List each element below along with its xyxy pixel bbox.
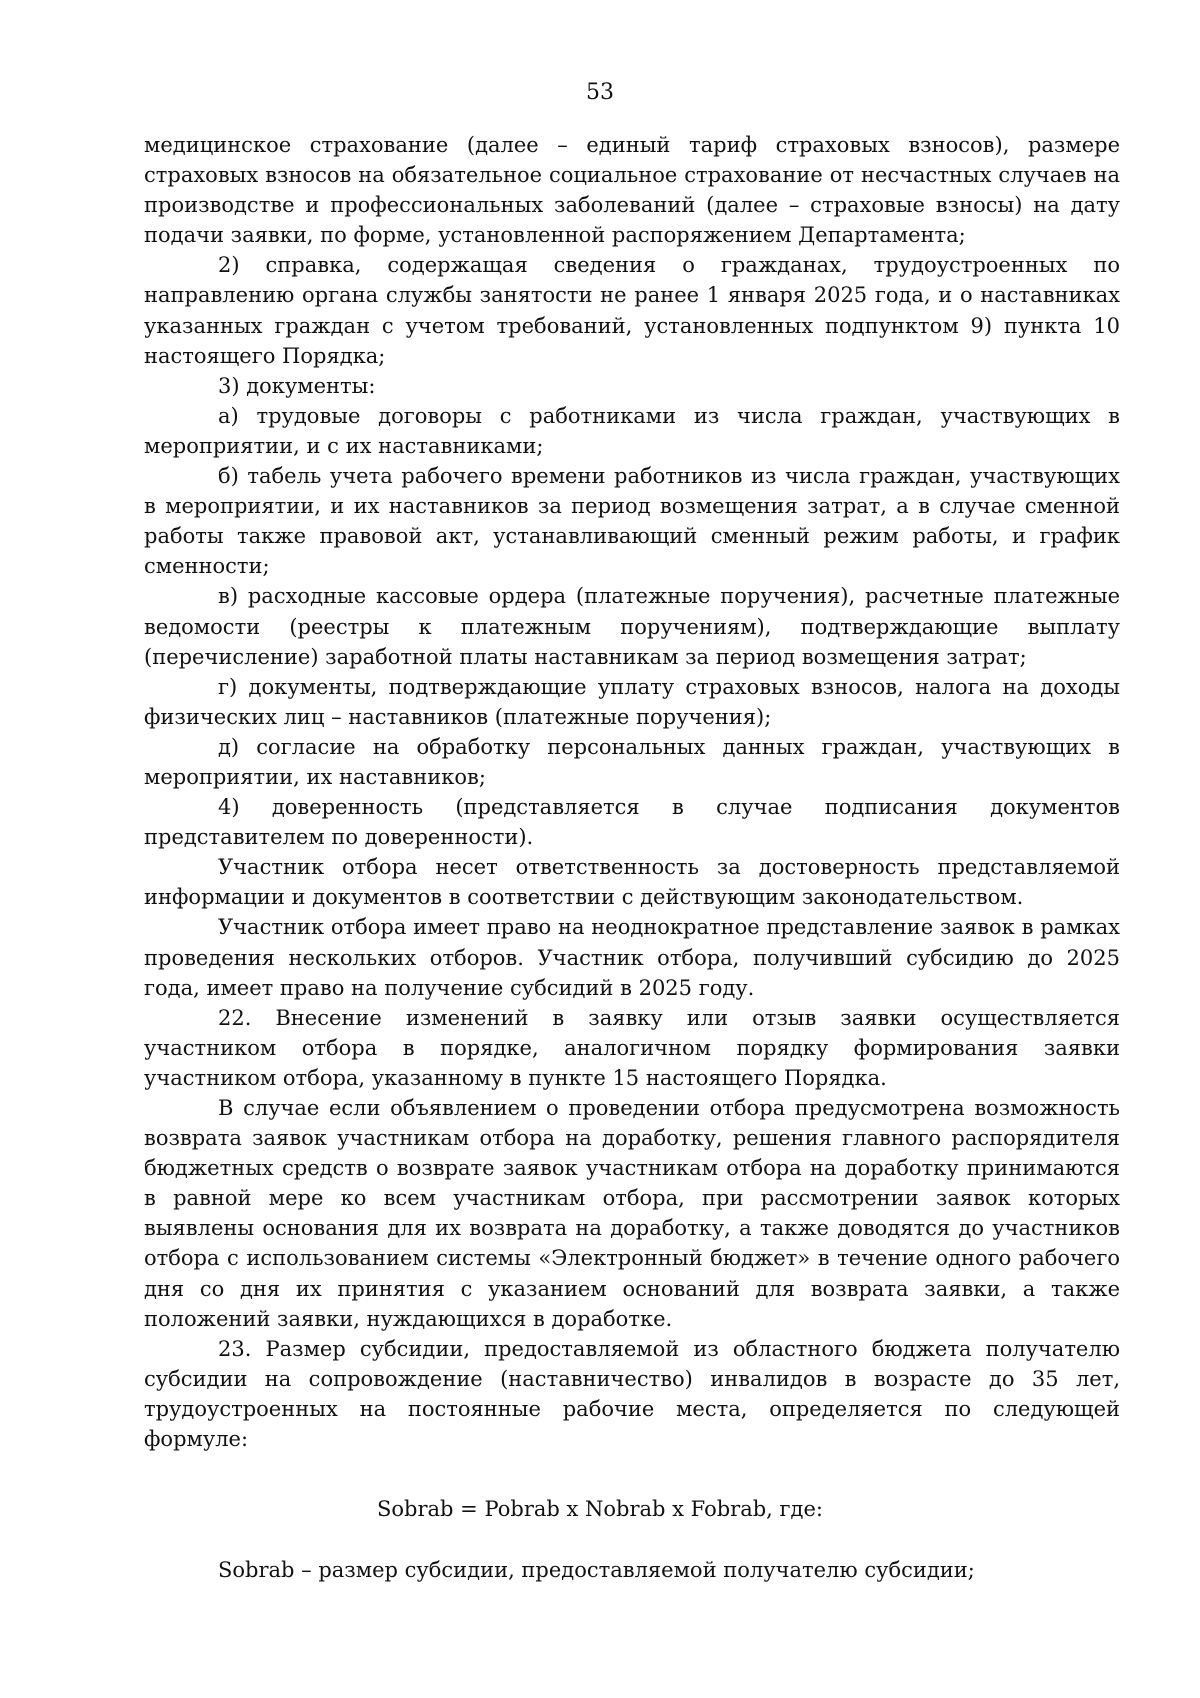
paragraph: 2) справка, содержащая сведения о гражданах, трудоустроенных по направлению органа службы занятости не ранее 1 января 2025 года, и о наставниках указанных граждан с учетом требований, установленных подпунктом 9) пункта 10 настоящего Порядка; — [144, 253, 1120, 368]
paragraph: б) табель учета рабочего времени работников из числа граждан, участвующих в мероприятии, и их наставников за период возмещения затрат, а в случае сменной работы также правовой акт, устанавливающий сменный режим работы, и график сменности; — [144, 464, 1120, 579]
paragraph: д) согласие на обработку персональных данных граждан, участвующих в мероприятии, их наставников; — [144, 734, 1120, 789]
body-text — [144, 130, 1120, 1454]
paragraph: 4) доверенность (представляется в случае подписания документов представителем по доверенности). — [144, 795, 1120, 850]
formula-legend-line: Sobrab – размер субсидии, предоставляемой получателю субсидии; — [218, 1558, 975, 1582]
paragraph: 22. Внесение изменений в заявку или отзыв заявки осуществляется участником отбора в порядке, аналогичном порядку формирования заявки участником отбора, указанному в пункте 15 настоящего Порядка. — [144, 1005, 1120, 1090]
paragraph: Участник отбора имеет право на неоднократное представление заявок в рамках проведения нескольких отборов. Участник отбора, получивший субсидию до 2025 года, имеет право на получение субсидий в 2025 году. — [144, 915, 1120, 1000]
paragraph: г) документы, подтверждающие уплату страховых взносов, налога на доходы физических лиц – наставников (платежные поручения); — [144, 674, 1120, 729]
paragraph: медицинское страхование (далее – единый тариф страховых взносов), размере страховых взносов на обязательное социальное страхование от несчастных случаев на производстве и профессиональных заболеваний (далее – страховые взносы) на дату подачи заявки, по форме, установленной распоряжением Департамента; — [144, 133, 1120, 248]
page-number: 53 — [586, 80, 614, 105]
paragraph: в) расходные кассовые ордера (платежные поручения), расчетные платежные ведомости (реестры к платежным поручениям), подтверждающие выплату (перечисление) заработной платы наставникам за период возмещения затрат; — [144, 584, 1120, 669]
paragraph: 3) документы: — [218, 373, 376, 398]
paragraph: а) трудовые договоры с работниками из числа граждан, участвующих в мероприятии, и с их наставниками; — [144, 403, 1120, 458]
paragraph: 23. Размер субсидии, предоставляемой из областного бюджета получателю субсидии на сопровождение (наставничество) инвалидов в возрасте до 35 лет, трудоустроенных на постоянные рабочие места, определяется по следующей формуле: — [144, 1336, 1120, 1452]
paragraph: В случае если объявлением о проведении отбора предусмотрена возможность возврата заявок участникам отбора на доработку, решения главного распорядителя бюджетных средств о возврате заявок участникам отбора на доработку принимаются в равной мере ко всем участникам отбора, при рассмотрении заявок которых выявлены основания для их возврата на доработку, а также доводятся до участников отбора с использованием системы «Электронный бюджет» в течение одного рабочего дня со дня их принятия с указанием оснований для возврата заявки, а также положений заявки, нуждающихся в доработке. — [144, 1096, 1120, 1331]
formula: Sobrab = Pobrab x Nobrab x Fobrab, где: — [377, 1497, 823, 1521]
paragraph: Участник отбора несет ответственность за достоверность представляемой информации и документов в соответствии с действующим законодательством. — [144, 855, 1120, 910]
